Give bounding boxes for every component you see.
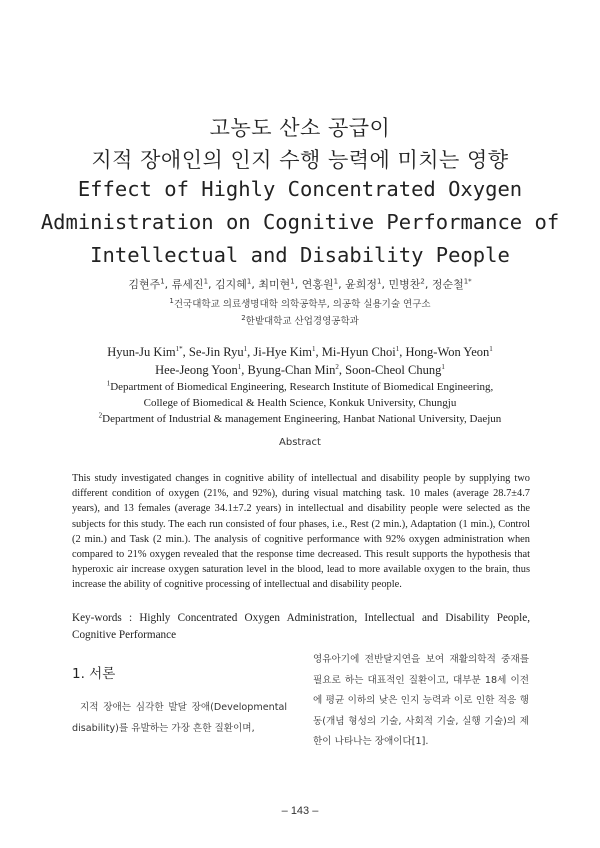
title-korean-line-1: 고농도 산소 공급이: [209, 116, 391, 140]
keywords: Key-words : Highly Concentrated Oxygen Administration, Intellectual and Disability People, Cognitive Performance: [72, 612, 530, 641]
author-name: 민병찬: [388, 278, 421, 291]
abstract-heading: Abstract: [279, 437, 321, 448]
affiliation-english-1: $^1$Department of Biomedical Engineering, Research Institute of Biomedical Engineering,: [106, 379, 494, 393]
author-affiliation-mark: 1: [312, 344, 316, 353]
affiliation-korean-1: $^1$건국대학교 의료생명대학 의학공학부, 의공학 실용기술 연구소: [169, 296, 431, 310]
affiliation-english-3: $^2$Department of Industrial & management Engineering, Hanbat National University, Daejun: [98, 411, 502, 425]
author-affiliation-mark: 1: [243, 344, 248, 353]
author-affiliation-mark: 1: [333, 277, 339, 286]
author-affiliation-mark: 1: [237, 362, 242, 371]
author-name: Mi-Hyun Choi: [321, 345, 396, 359]
author-name: Hong-Won Yeon: [405, 345, 490, 359]
author-affiliation-mark: 1: [160, 277, 165, 286]
author-name: Hee-Jeong Yoon: [155, 363, 238, 377]
title-english-line-1: Effect of Highly Concentrated Oxygen: [77, 177, 523, 201]
affiliation-korean-2: $^2$한밭대학교 산업경영공학과: [241, 313, 359, 327]
author-affiliation-mark: 2: [335, 362, 339, 371]
author-affiliation-mark: 1*: [463, 277, 472, 286]
author-affiliation-mark: 1: [395, 344, 400, 353]
author-affiliation-mark: 1: [203, 277, 209, 286]
authors-english-line-2: Hee-Jeong Yoon$^1$, Byung-Chan Min$^2$, Soon-Cheol Chung$^1$: [155, 362, 445, 377]
author-affiliation-mark: 1: [441, 362, 445, 371]
author-name: Se-Jin Ryu: [188, 345, 244, 359]
author-affiliation-mark: 1*: [175, 344, 183, 353]
author-name: 김현주: [128, 278, 161, 291]
authors-korean: 김현주$^1$, 류세진$^1$, 김지혜$^1$, 최미현$^1$, 연홍원$^1$, 윤희정$^1$, 민병찬$^2$, 정순철$^{1*}$: [128, 277, 472, 291]
author-name: 김지혜: [215, 278, 247, 291]
page-number: – 143 –: [281, 805, 319, 817]
section-heading-introduction: 1. 서론: [72, 666, 116, 682]
author-name: 윤희정: [345, 278, 377, 291]
title-english-line-2: Administration on Cognitive Performance of: [40, 210, 560, 234]
body-text-right-column: 영유아기에 전반달지연을 보여 재활의학적 중재를 필요로 하는 대표적인 질환이고, 대부분 18세 이전에 평균 이하의 낮은 인지 능력과 이로 인한 적응 행동(개념 형성의 기술, 사회적 기술, 실행 기술)의 제한이 나타나는 장애이다[1].: [313, 654, 529, 747]
affiliation-english-2: College of Biomedical & Health Science, Konkuk University, Chungju: [143, 397, 457, 409]
title-english-line-3: Intellectual and Disability People: [90, 243, 510, 267]
body-text-left-column: 지적 장애는 심각한 발달 장애(Developmental disability)를 유발하는 가장 흔한 질환이며,: [72, 702, 287, 734]
author-affiliation-mark: 1: [377, 277, 382, 286]
author-name: Byung-Chan Min: [247, 363, 336, 377]
author-name: 최미현: [258, 278, 291, 291]
author-name: 류세진: [171, 278, 204, 291]
author-name: Soon-Cheol Chung: [345, 363, 442, 377]
author-affiliation-mark: 1: [246, 277, 252, 286]
author-name: Ji-Hye Kim: [253, 345, 313, 359]
author-name: Hyun-Ju Kim: [107, 345, 176, 359]
abstract-text: This study investigated changes in cognitive ability of intellectual and disability people by supplying two different condition of oxygen (21%, and 92%), during visual matching task. 10 males (average 28.7±4.7 years), and 13 females (average 34.1±7.2 years) in intellectual and disability people were selected as the subjects for this study. The each run consisted of four phases, i.e., Rest (2 min.), Adaptation (1 min.), Control (2 min.) and Task (2 min.). The analysis of cognitive performance with 92% oxygen administration when compared to 21% oxygen revealed that the response time decreased. This result supports the hypothesis that hyperoxic air increase oxygen saturation level in the blood, lead to more available oxygen to the brain, thus increase the ability of cognitive processing of intellectual and disability people.: [72, 473, 530, 591]
author-name: 정순철: [431, 278, 464, 291]
title-korean-line-2: 지적 장애인의 인지 수행 능력에 미치는 영향: [91, 148, 509, 172]
author-affiliation-mark: 1: [290, 277, 295, 286]
author-affiliation-mark: 2: [420, 277, 425, 286]
author-name: 연홍원: [301, 278, 334, 291]
author-affiliation-mark: 1: [489, 344, 493, 353]
authors-english-line-1: Hyun-Ju Kim$^{1*}$, Se-Jin Ryu$^1$, Ji-Hye Kim$^1$, Mi-Hyun Choi$^1$, Hong-Won Yeon$^1$: [107, 344, 493, 359]
